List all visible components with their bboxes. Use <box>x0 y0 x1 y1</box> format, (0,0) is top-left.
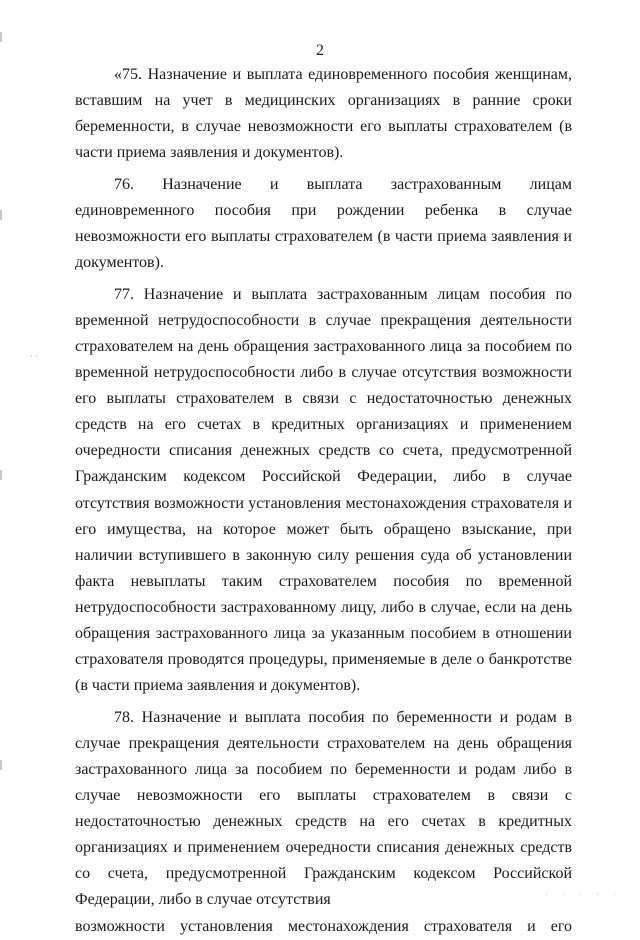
paragraph-78-continuation <box>75 914 572 940</box>
word: страхователя <box>423 917 513 935</box>
margin-scan-mark: · · <box>30 352 38 361</box>
scan-edge-mark <box>0 32 2 42</box>
word: возможности <box>75 917 165 935</box>
document-body <box>75 62 572 940</box>
paragraph-75: «75. Назначение и выплата единовременного пособия женщинам, вставшим на учет в медицинских организациях в ранние сроки беременности, в случае невозможности его выплаты страхователем (в части приема заявления и документов). <box>75 66 572 162</box>
scan-bottom-marks: · · · · · <box>545 890 622 899</box>
scan-edge-mark <box>0 210 2 220</box>
word: и <box>527 917 536 935</box>
paragraph-76: 76. Назначение и выплата застрахованным лицам единовременного пособия при рождении ребенка в случае невозможности его выплаты страхователем (в части приема заявления и документов). <box>75 175 572 272</box>
page-number: 2 <box>316 42 324 59</box>
word: его <box>550 917 572 935</box>
paragraph-77: 77. Назначение и выплата застрахованным лицам пособия по временной нетрудоспособности в случае прекращения деятельности страхователем на день обращения застрахованного лица за пособием по временной нетрудоспособности либо в случае отсутствия возможности его выплаты страхователем в связи с недостаточностью денежных средств на его счетах в кредитных организациях и применением очередности списания денежных средств со счета, предусмотренной Гражданским кодексом Российской Федерации, либо в случае отсутствия возможности установления местонахождения страхователя и его имущества, на которое может быть обращено взыскание, при наличии вступившего в законную силу решения суда об установлении факта невыплаты таким страхователем пособия по временной нетрудоспособности застрахованному лицу, либо в случае, если на день обращения застрахованного лица за указанным пособием в отношении страхователя проводятся процедуры, применяемые в деле о банкротстве (в части приема заявления и документов). <box>75 285 572 695</box>
scan-edge-mark <box>0 760 2 770</box>
word: местонахождения <box>287 917 409 935</box>
scan-edge-mark <box>0 470 2 480</box>
word: установления <box>179 917 273 935</box>
paragraph-78: 78. Назначение и выплата пособия по беременности и родам в случае прекращения деятельности страхователем на день обращения застрахованного лица за пособием по беременности и родам либо в случае невозможности его выплаты страхователем в связи с недостаточностью денежных средств на его счетах в кредитных организациях и применением очередности списания денежных средств со счета, предусмотренной Гражданским кодексом Российской Федерации, либо в случае отсутствия <box>75 708 572 909</box>
